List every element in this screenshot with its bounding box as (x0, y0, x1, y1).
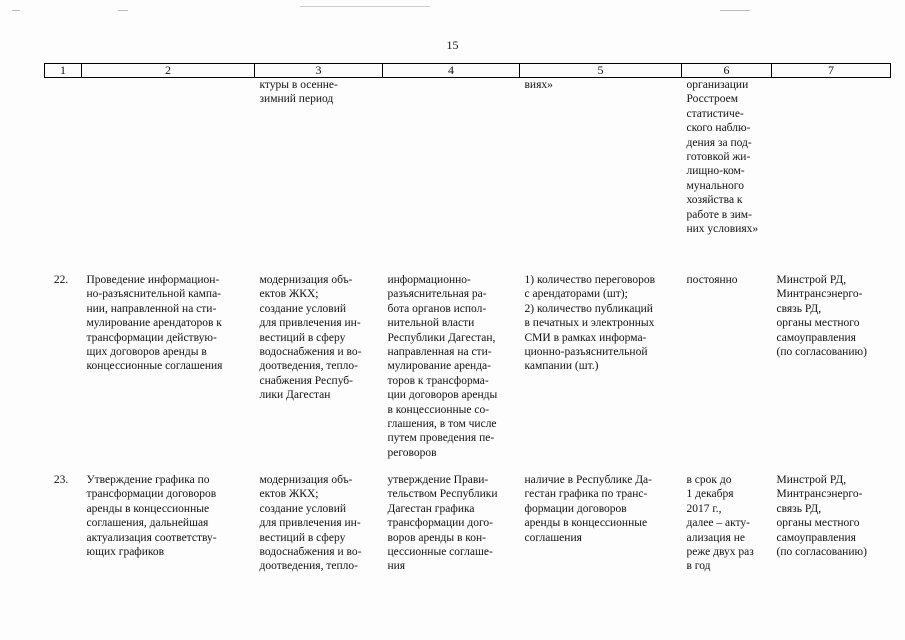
responsible-cell: Минстрой РД, Минтрансэнерго- связь РД, органы местного самоуправления (по согласованию) (776, 474, 867, 559)
column-header: 3 (255, 64, 383, 78)
indicator-cell: виях» (524, 79, 553, 91)
content-cell: информационно- разъяснительная ра- бота органов испол- нительной власти Республики Дагестан, направленная на сти- мулирование аренда- торов к трансформа- ции договоров аренды в концессионные со- глашения, в том числе путем проведения пе- реговоров (387, 274, 498, 459)
deadline-cell: в срок до 1 декабря 2017 г., далее – акту- ализация не реже двух раз в год (686, 474, 754, 573)
goal-cell: модернизация объ- ектов ЖКХ; создание условий для привлечения ин- вестиций в сферу водоснабжения и во- доотведения, тепло- снабжения Респуб- лики Дагестан (259, 274, 362, 402)
column-header: 6 (682, 64, 772, 78)
document-table-wrapper (44, 63, 890, 588)
deadline-cell: организации Росстроем статистиче- ского наблю- дения за под- готовкой жи- лищно-ком- мунального хозяйства к работе в зим- них условиях» (686, 79, 759, 236)
indicator-cell: наличие в Республике Да- гестан графика по транс- формации договоров аренды в концессионные соглашения (524, 474, 652, 544)
indicator-cell: 1) количество переговоров с арендаторами (шт); 2) количество публикаций в печатных и электронных СМИ в рамках информа- ционно-разъяснительной кампании (шт.) (524, 274, 656, 373)
activity-cell: Проведение информацион- но-разъяснительной кампа- нии, направленной на сти- мулирование арендаторов к трансформации действую- щих договоров аренды в концессионные соглашения (86, 274, 223, 373)
goal-cell: модернизация объ- ектов ЖКХ; создание условий для привлечения ин- вестиций в сферу водоснабжения и во- доотведения, тепло- (259, 474, 362, 573)
scan-artifacts (0, 4, 905, 16)
responsible-cell: Минстрой РД, Минтрансэнерго- связь РД, органы местного самоуправления (по согласованию) (776, 274, 867, 359)
column-number-header (45, 64, 891, 78)
column-header: 5 (520, 64, 682, 78)
table-row-continuation (45, 78, 891, 274)
row-number-cell (45, 78, 82, 274)
table-row (45, 473, 891, 588)
activity-cell (82, 78, 255, 274)
column-header: 1 (45, 64, 82, 78)
content-cell: утверждение Прави- тельством Республики Дагестан графика трансформации дого- воров аренды в кон- цессионные соглаше- ния (387, 474, 498, 573)
column-header: 4 (383, 64, 520, 78)
column-header: 7 (772, 64, 891, 78)
responsible-cell (772, 78, 891, 274)
content-cell (383, 78, 520, 274)
page-number: 15 (446, 38, 459, 52)
goal-cell: ктуры в осенне- зимний период (259, 79, 338, 106)
activity-cell: Утверждение графика по трансформации договоров аренды в концессионные соглашения, дальнейшая актуализация соответству- ющих графиков (86, 474, 217, 559)
column-header: 2 (82, 64, 255, 78)
table-row (45, 273, 891, 473)
row-number-cell: 22. (53, 274, 69, 286)
deadline-cell: постоянно (686, 274, 738, 286)
row-number-cell: 23. (53, 474, 69, 486)
plan-table (44, 63, 891, 588)
